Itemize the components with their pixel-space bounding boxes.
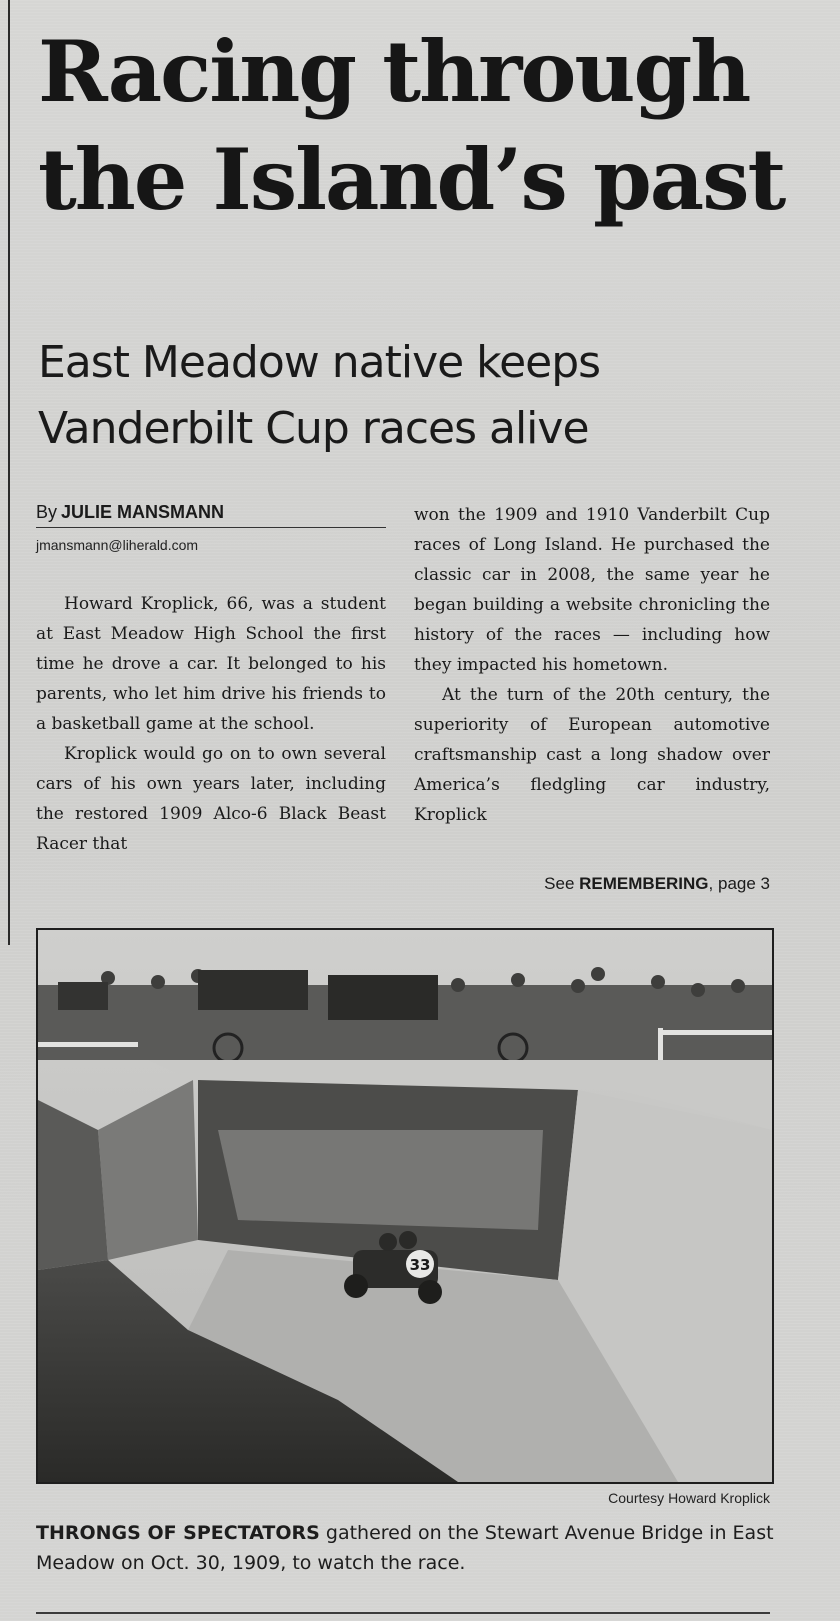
car-number: 33 [409, 1256, 431, 1274]
subhead-line-2: Vanderbilt Cup races alive [38, 403, 589, 454]
jump-prefix: See [544, 874, 575, 893]
headline-line-1: Racing through [38, 22, 750, 121]
subhead-line-1: East Meadow native keeps [38, 337, 601, 388]
article-paragraph: won the 1909 and 1910 Vanderbilt Cup races of Long Island. He purchased the classic car in 2008, the same year he began building a website chronicling the history of the races — including how they impacted his hometown. [414, 505, 770, 675]
jump-line [498, 874, 770, 894]
photo-caption [36, 1518, 776, 1578]
subheadline [38, 330, 798, 462]
article-paragraph: At the turn of the 20th century, the superiority of European automotive craftsmanship cast a long shadow over America’s fledgling car industry, Kroplick [414, 685, 770, 825]
article-paragraph: Howard Kroplick, 66, was a student at East Meadow High School the first time he drove a car. It belonged to his parents, who let him drive his friends to a basketball game at the school. [36, 594, 386, 734]
caption-lead: THRONGS OF SPECTATORS [36, 1522, 320, 1544]
bottom-rule [36, 1612, 770, 1614]
article-column-left [36, 589, 386, 859]
headline [38, 18, 818, 234]
byline-prefix: By [36, 502, 58, 522]
jump-suffix: , page 3 [708, 874, 770, 893]
article-column-right [414, 500, 770, 830]
photo-credit: Courtesy Howard Kroplick [608, 1490, 770, 1506]
byline-author: JULIE MANSMANN [61, 502, 225, 522]
byline [36, 502, 386, 528]
race-photo-illustration [38, 930, 772, 1482]
race-photo [36, 928, 774, 1484]
author-email: jmansmann@liherald.com [36, 537, 199, 553]
jump-target: REMEMBERING [579, 874, 709, 893]
caption-text: gathered on the Stewart Avenue Bridge in East Meadow on Oct. 30, 1909, to watch the race. [36, 1522, 774, 1574]
column-rule [8, 0, 10, 945]
headline-line-2: the Island’s past [38, 130, 785, 229]
article-paragraph: Kroplick would go on to own several cars of his own years later, including the restored 1909 Alco-6 Black Beast Racer that [36, 744, 386, 854]
